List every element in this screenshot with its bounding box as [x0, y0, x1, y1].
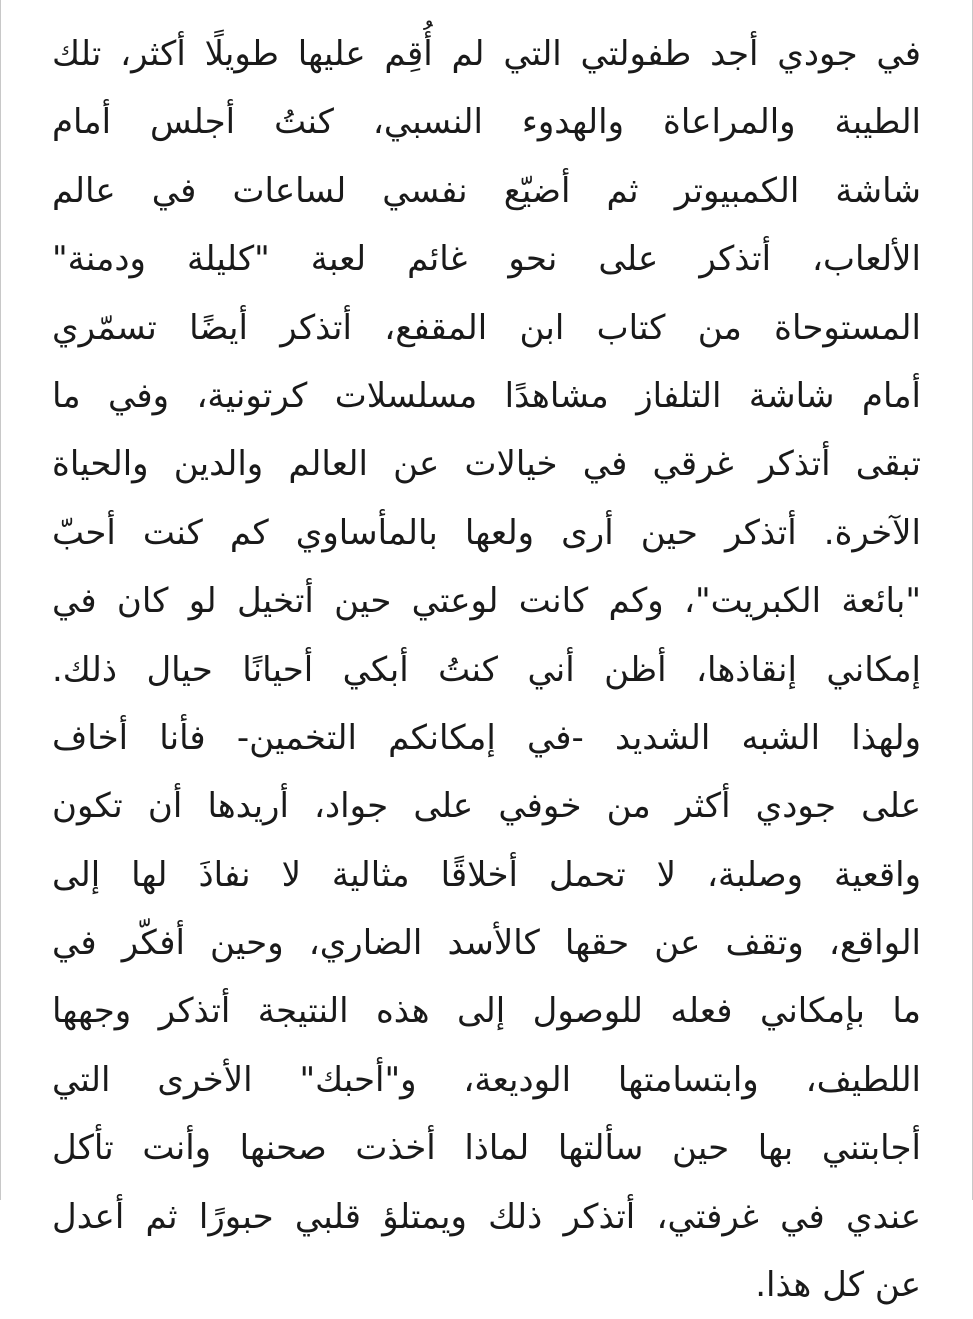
text-line: الآخرة. أتذكر حين أرى ولعها بالمأساوي كم كنت أحبّ: [52, 512, 921, 553]
text-line: اللطيف، وابتسامتها الوديعة، و"أحبك" الأخرى التي: [52, 1059, 921, 1100]
text-line: إمكاني إنقاذها، أظن أني كنتُ أبكي أحيانًا حيال ذلك.: [52, 649, 921, 690]
text-line: في جودي أجد طفولتي التي لم أُقِم عليها طويلًا أكثر، تلك: [52, 34, 921, 74]
text-line: "بائعة الكبريت"، وكم كانت لوعتي حين أتخيل لو كان في: [52, 581, 921, 622]
text-line: الطيبة والمراعاة والهدوء النسبي، كنتُ أجلس أمام: [52, 102, 921, 143]
text-line: شاشة الكمبيوتر ثم أضيّع نفسي لساعات في عالم: [52, 170, 921, 211]
text-line: المستوحاة من كتاب ابن المقفع، أتذكر أيضًا تسمّري: [52, 307, 921, 348]
text-line: على جودي أكثر من خوفي على جواد، أريدها أن تكون: [52, 786, 921, 827]
text-line: عن كل هذا.: [755, 1265, 921, 1306]
article-text: [52, 20, 921, 1319]
text-line: تبقى أتذكر غرقي في خيالات عن العالم والدين والحياة: [52, 444, 921, 485]
text-line: الألعاب، أتذكر على نحو غائم لعبة "كليلة ودمنة": [52, 239, 921, 280]
text-line: الواقع، وتقف عن حقها كالأسد الضاري، وحين أفكّر في: [52, 923, 921, 964]
text-line: واقعية وصلبة، لا تحمل أخلاقًا مثالية لا نفاذَ لها إلى: [52, 854, 921, 895]
text-line: أمام شاشة التلفاز مشاهدًا مسلسلات كرتونية، وفي ما: [52, 375, 921, 416]
text-line: أجابتني بها حين سألتها لماذا أخذت صحنها وأنت تأكل: [52, 1128, 921, 1169]
text-line: عندي في غرفتي، أتذكر ذلك ويمتلؤ قلبي حبورًا ثم أعدل: [52, 1196, 921, 1237]
left-border-divider: [0, 0, 1, 1200]
text-line: ما بإمكاني فعله للوصول إلى هذه النتيجة أتذكر وجهها: [52, 991, 921, 1032]
text-line: ولهذا الشبه الشديد -في إمكانكم التخمين- فأنا أخاف: [52, 717, 921, 758]
